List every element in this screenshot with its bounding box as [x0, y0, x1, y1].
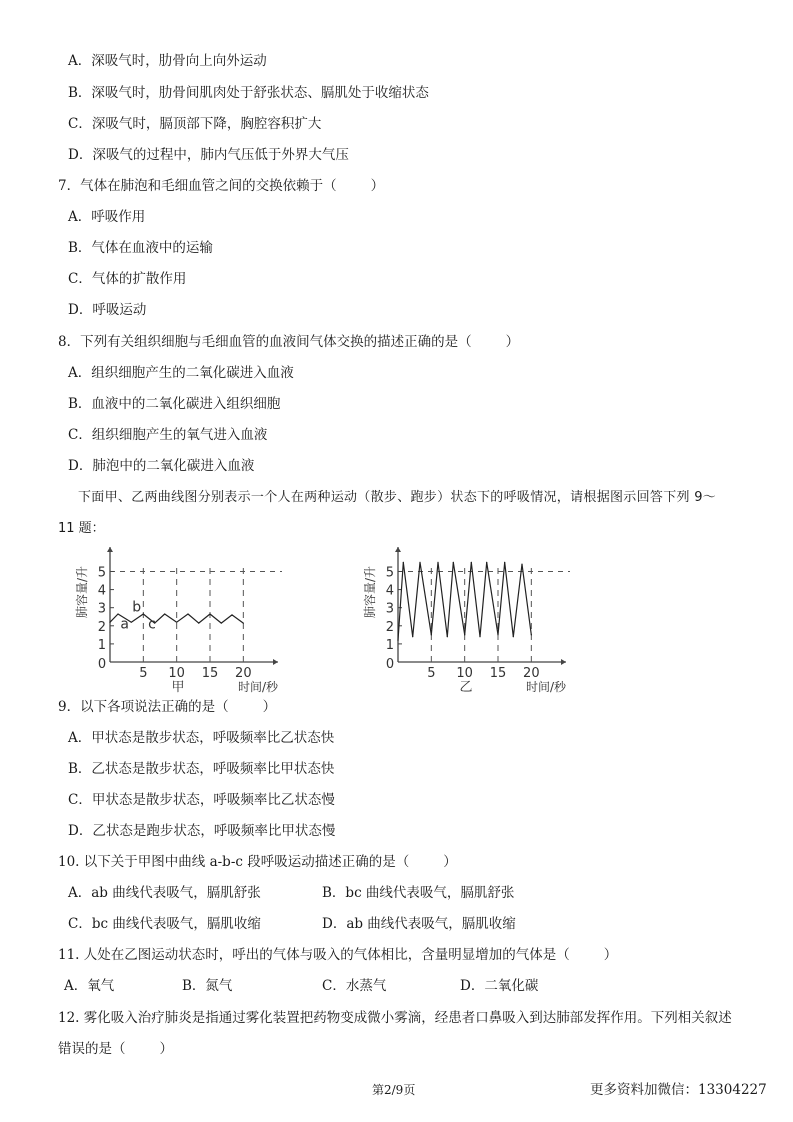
option-text: 甲状态是散步状态，呼吸频率比乙状态慢	[91, 792, 335, 808]
q11-option-c	[322, 977, 386, 995]
point-label-a: a	[120, 616, 129, 633]
data-point	[464, 634, 465, 635]
q8-option-a	[68, 364, 294, 382]
option-label: C．	[68, 116, 92, 132]
option-text: 甲状态是散步状态，呼吸频率比乙状态快	[91, 730, 335, 746]
y-tick-label: 2	[385, 619, 394, 635]
q12-stem-line-1	[58, 1009, 732, 1027]
q7-option-d	[68, 301, 146, 319]
y-tick-label: 5	[97, 565, 106, 581]
answer-paren: ）	[443, 854, 457, 870]
option-text: 血液中的二氧化碳进入组织细胞	[91, 396, 281, 412]
x-axis-arrow	[561, 659, 566, 665]
question-text: 以下关于甲图中曲线 a-b-c 段呼吸运动描述正确的是（	[83, 854, 410, 870]
data-point	[243, 622, 244, 623]
y-axis-arrow	[107, 547, 113, 552]
q8-option-c	[68, 426, 267, 444]
q6-option-d	[68, 146, 349, 164]
q6-option-b	[68, 84, 429, 102]
option-text: bc 曲线代表吸气，膈肌舒张	[345, 885, 515, 901]
x-axis-arrow	[273, 659, 278, 665]
option-text: ab 曲线代表吸气，膈肌收缩	[346, 916, 516, 932]
data-point	[431, 634, 432, 635]
option-text: 水蒸气	[345, 978, 387, 994]
option-label: B．	[322, 885, 346, 901]
y-axis-arrow	[395, 547, 401, 552]
q9-option-c	[68, 791, 335, 809]
option-text: 氧气	[87, 978, 115, 994]
question-number: 8．	[58, 334, 81, 350]
y-axis-label: 肺容量/升	[363, 565, 377, 619]
y-axis-label: 肺容量/升	[75, 565, 89, 619]
chart-jia	[72, 545, 292, 695]
option-label: C．	[68, 271, 92, 287]
question-text: 错误的是（	[58, 1041, 126, 1057]
x-tick-label: 20	[523, 666, 540, 681]
data-point	[504, 562, 505, 563]
option-label: D．	[68, 458, 93, 474]
option-text: 组织细胞产生的二氧化碳进入血液	[91, 365, 294, 381]
data-point	[521, 564, 522, 565]
x-tick-label: 0	[385, 657, 395, 672]
q7-option-b	[68, 239, 213, 257]
q8-option-b	[68, 395, 280, 413]
q9-option-a	[68, 729, 334, 747]
option-text: 气体的扩散作用	[91, 271, 187, 287]
question-number: 7．	[58, 178, 81, 194]
data-point	[198, 622, 199, 623]
x-tick-label: 15	[489, 666, 507, 681]
q9-stem	[58, 698, 276, 716]
option-text: 肺泡中的二氧化碳进入血液	[92, 458, 255, 474]
option-label: A．	[68, 53, 92, 69]
answer-paren: ）	[262, 699, 277, 715]
y-tick-label: 2	[97, 619, 106, 635]
q6-option-c	[68, 115, 321, 133]
x-tick-label: 10	[456, 666, 473, 681]
data-point	[412, 636, 413, 637]
data-point	[109, 622, 110, 623]
y-tick-label: 4	[385, 583, 394, 599]
option-label: B．	[68, 240, 92, 256]
chart-yi	[360, 545, 580, 695]
option-text: 深吸气时，膈顶部下降，胸腔容积扩大	[91, 116, 322, 132]
option-label: A．	[64, 978, 88, 994]
y-tick-label: 4	[97, 583, 106, 599]
option-text: ab 曲线代表吸气，膈肌舒张	[91, 885, 261, 901]
x-tick-label: 20	[235, 666, 252, 681]
option-label: D．	[68, 302, 93, 318]
data-point	[471, 562, 472, 563]
question-text: 气体在肺泡和毛细血管之间的交换依赖于（	[80, 178, 337, 194]
option-text: 深吸气的过程中，肺内气压低于外界大气压	[92, 147, 349, 163]
data-point	[187, 613, 188, 614]
option-label: C．	[68, 792, 92, 808]
data-point	[531, 634, 532, 635]
q10-option-a	[68, 884, 261, 902]
q11-option-b	[182, 977, 232, 995]
option-label: B．	[68, 396, 92, 412]
option-label: D．	[322, 916, 347, 932]
q6-option-a	[68, 52, 267, 70]
question-number: 12.	[58, 1010, 80, 1026]
data-point	[209, 613, 210, 614]
option-text: 深吸气时，肋骨间肌肉处于舒张状态、膈肌处于收缩状态	[91, 85, 429, 101]
option-text: 乙状态是散步状态，呼吸频率比甲状态快	[91, 761, 335, 777]
x-axis-label: 时间/秒	[525, 680, 567, 694]
question-text: 下列有关组织细胞与毛细血管的血液间气体交换的描述正确的是（	[80, 334, 472, 350]
chart-title: 乙	[459, 680, 473, 695]
option-text: 呼吸作用	[91, 209, 146, 225]
option-label: A．	[68, 730, 92, 746]
q9-option-b	[68, 760, 334, 778]
point-label-c: c	[148, 616, 156, 633]
data-point	[486, 562, 487, 563]
option-label: D．	[68, 823, 93, 839]
q12-stem-line-2	[58, 1040, 173, 1058]
data-point	[403, 562, 404, 563]
option-text: bc 曲线代表吸气，膈肌收缩	[91, 916, 261, 932]
q9-option-d	[68, 822, 335, 840]
x-tick-label: 5	[139, 666, 148, 681]
option-label: B．	[68, 761, 92, 777]
option-text: 二氧化碳	[484, 978, 539, 994]
data-point	[231, 614, 232, 615]
chart-title: 甲	[171, 680, 185, 695]
y-tick-label: 3	[97, 601, 106, 617]
data-point	[453, 562, 454, 563]
question-text: 雾化吸入治疗肺炎是指通过雾化装置把药物变成微小雾滴，经患者口鼻吸入到达肺部发挥作用。下列相关叙述	[83, 1010, 732, 1026]
x-tick-label: 10	[168, 666, 185, 681]
y-tick-label: 5	[385, 565, 394, 581]
x-axis-label: 时间/秒	[237, 680, 279, 694]
data-point	[221, 622, 222, 623]
x-tick-label: 0	[97, 657, 107, 672]
answer-paren: ）	[159, 1041, 173, 1057]
q10-option-d	[322, 915, 516, 933]
y-tick-label: 1	[385, 637, 394, 653]
q7-option-a	[68, 208, 145, 226]
data-point	[437, 562, 438, 563]
question-text: 人处在乙图运动状态时，呼出的气体与吸入的气体相比，含量明显增加的气体是（	[83, 947, 570, 963]
option-label: C．	[322, 978, 346, 994]
data-point	[143, 613, 144, 614]
q10-option-c	[68, 915, 261, 933]
option-text: 乙状态是跑步状态，呼吸频率比甲状态慢	[92, 823, 336, 839]
data-point	[176, 622, 177, 623]
q10-stem	[58, 853, 457, 871]
x-tick-label: 5	[427, 666, 436, 681]
question-text: 以下各项说法正确的是（	[80, 699, 229, 715]
option-text: 深吸气时，肋骨向上向外运动	[91, 53, 267, 69]
question-number: 9．	[58, 699, 81, 715]
data-point	[479, 636, 480, 637]
option-label: D．	[460, 978, 485, 994]
option-text: 氮气	[205, 978, 233, 994]
q8-option-d	[68, 457, 254, 475]
q7-stem	[58, 177, 384, 195]
q11-stem	[58, 946, 617, 964]
passage-line-2: 11 题：	[58, 521, 105, 536]
q11-option-d	[460, 977, 538, 995]
option-label: A．	[68, 209, 92, 225]
option-label: B．	[182, 978, 206, 994]
option-label: A．	[68, 885, 92, 901]
data-point	[419, 562, 420, 563]
contact-info: 更多资料加微信：13304227	[590, 1082, 767, 1098]
question-number: 10.	[58, 854, 80, 870]
option-label: D．	[68, 147, 93, 163]
data-point	[447, 636, 448, 637]
option-label: B．	[68, 85, 92, 101]
data-point	[497, 634, 498, 635]
data-point	[117, 613, 118, 614]
question-number: 11.	[58, 947, 80, 963]
passage-line-1: 下面甲、乙两曲线图分别表示一个人在两种运动（散步、跑步）状态下的呼吸情况，请根据图示回答下列 9～	[78, 490, 717, 505]
data-point	[164, 613, 165, 614]
answer-paren: ）	[505, 334, 520, 350]
data-point	[131, 622, 132, 623]
option-label: C．	[68, 427, 92, 443]
answer-paren: ）	[370, 178, 385, 194]
option-text: 组织细胞产生的氧气进入血液	[91, 427, 268, 443]
point-label-b: b	[132, 599, 142, 616]
q11-option-a	[64, 977, 114, 995]
x-tick-label: 15	[201, 666, 219, 681]
q10-option-b	[322, 884, 514, 902]
option-text: 气体在血液中的运输	[91, 240, 213, 256]
page-number: 第2/9页	[372, 1083, 416, 1097]
q8-stem	[58, 333, 519, 351]
option-text: 呼吸运动	[92, 302, 147, 318]
data-point	[513, 636, 514, 637]
option-label: C．	[68, 916, 92, 932]
option-label: A．	[68, 365, 92, 381]
q7-option-c	[68, 270, 186, 288]
answer-paren: ）	[603, 947, 618, 963]
y-tick-label: 3	[385, 601, 394, 617]
y-tick-label: 1	[97, 637, 106, 653]
data-point	[397, 640, 398, 641]
